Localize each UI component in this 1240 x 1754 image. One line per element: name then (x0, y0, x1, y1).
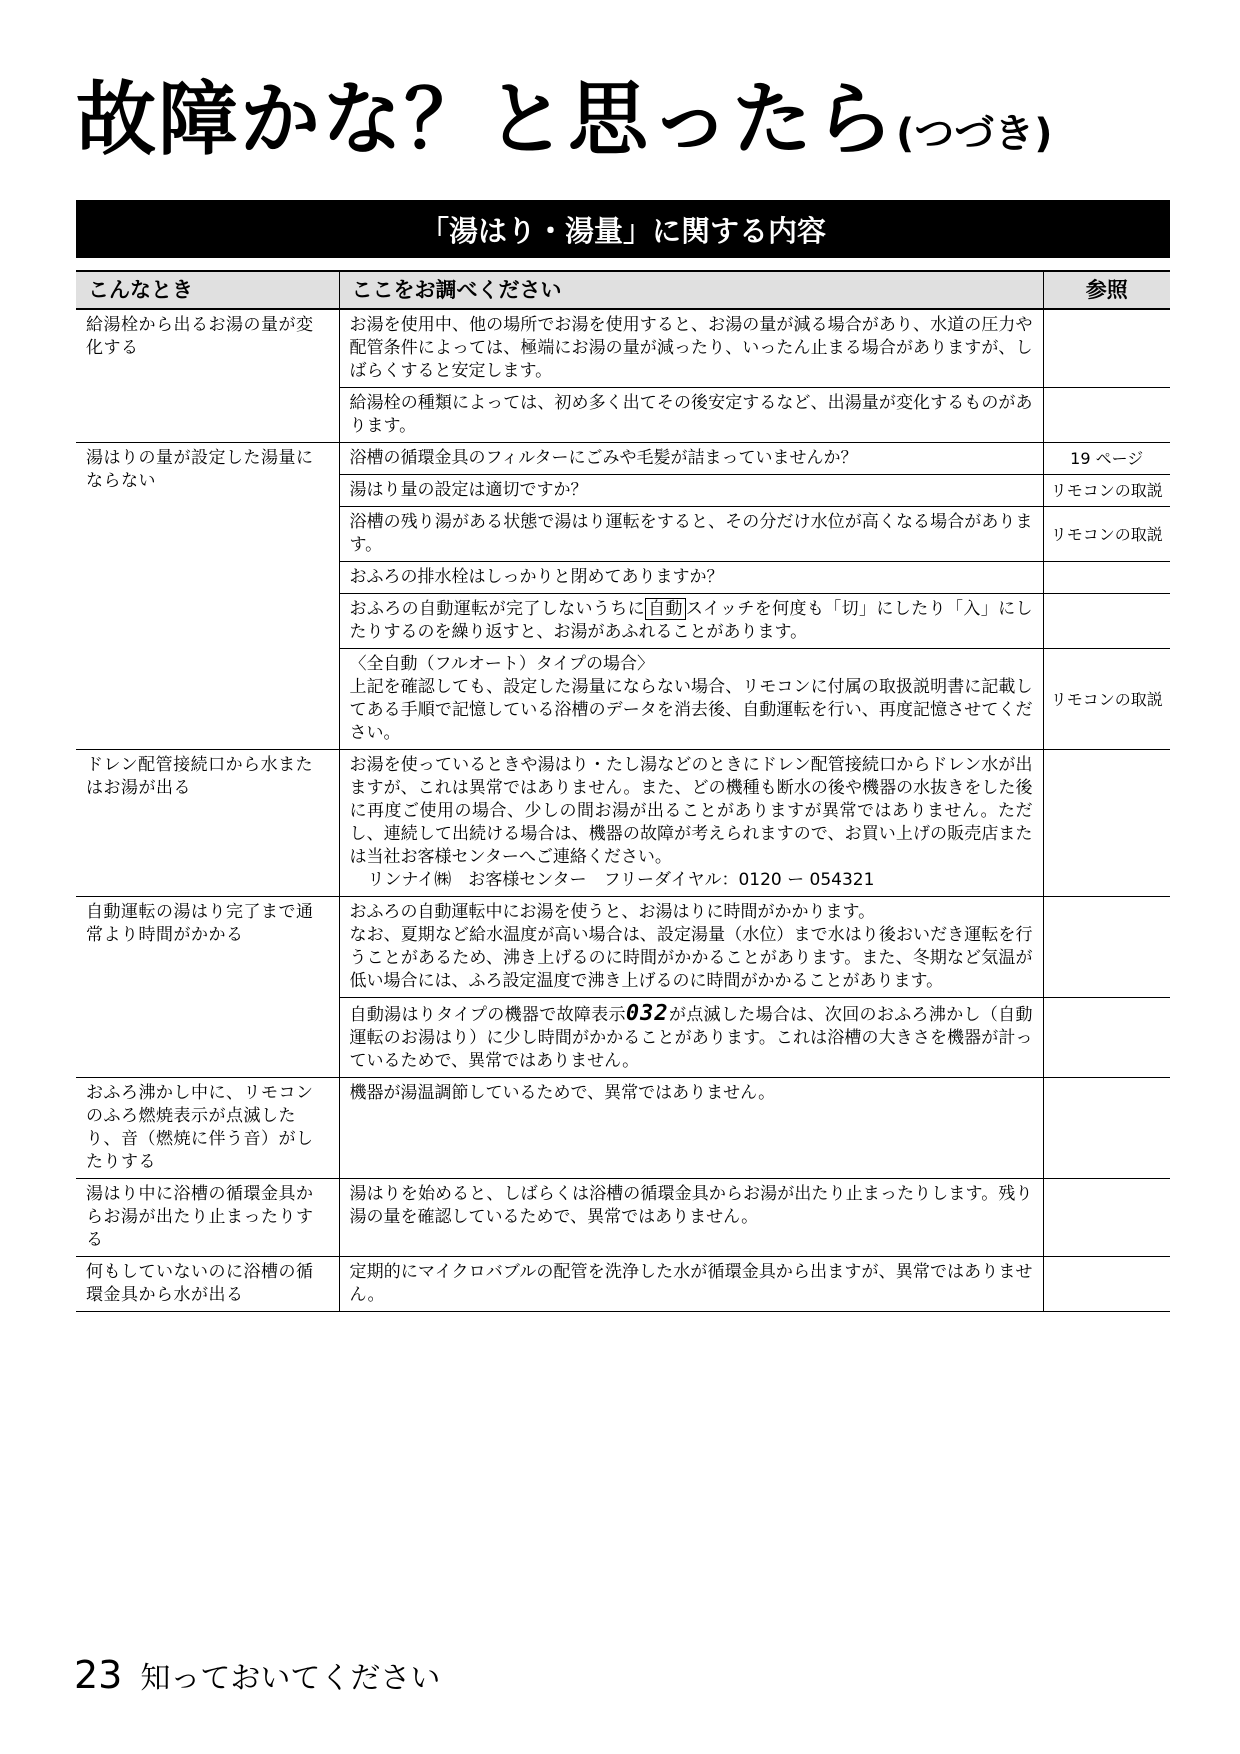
table-row (76, 309, 1170, 388)
case-cell: 給湯栓から出るお湯の量が変化する (76, 309, 339, 443)
page-title (76, 70, 1053, 184)
reference-cell (1043, 750, 1170, 897)
reference-cell (1043, 388, 1170, 443)
table-row (76, 443, 1170, 475)
check-text: お湯を使っているときや湯はり・たし湯などのときにドレン配管接続口からドレン水が出ますが、これは異常ではありません。また、どの機種も断水の後や機器の水抜きをした後に再度ご使用の場合、少しの間お湯が出ることがありますが異常ではありません。ただし、連続して出続ける場合は、機器の故障が考えられますので、お買い上げの販売店または当社お客様センターへご連絡ください。 (349, 755, 1033, 867)
case-cell: 湯はり中に浴槽の循環金具からお湯が出たり止まったりする (76, 1179, 339, 1257)
check-cell (339, 750, 1043, 897)
table-row (76, 1257, 1170, 1312)
reference-cell (1043, 309, 1170, 388)
check-cell (339, 649, 1043, 750)
check-text: が点滅した場合は、次回のおふろ沸かし（自動運転のお湯はり）に少し時間がかかることがあります。これは浴槽の大きさを機器が計っているためで、異常ではありません。 (349, 1005, 1033, 1071)
reference-cell (1043, 1078, 1170, 1179)
check-text: なお、夏期など給水温度が高い場合は、設定湯量（水位）まで水はり後おいだき運転を行うことがあるため、沸き上げるのに時間がかかることがあります。また、冬期など気温が低い場合には、ふろ設定温度で沸き上げるのに時間がかかることがあります。 (349, 925, 1033, 991)
footer-section-label: 知っておいてください (140, 1661, 441, 1696)
check-cell (339, 594, 1043, 649)
case-cell: 湯はりの量が設定した湯量にならない (76, 443, 339, 750)
auto-switch-label: 自動 (645, 598, 686, 620)
contact-info: リンナイ㈱ お客様センター フリーダイヤル：0120 ー 054321 (367, 870, 875, 890)
check-cell: 湯はりを始めると、しばらくは浴槽の循環金具からお湯が出たり止まったりします。残り湯の量を確認しているためで、異常ではありません。 (339, 1179, 1043, 1257)
table-row (76, 897, 1170, 998)
case-cell: おふろ沸かし中に、リモコンのふろ燃焼表示が点滅したり、音（燃焼に伴う音）がしたりする (76, 1078, 339, 1179)
table-row (76, 1078, 1170, 1179)
check-cell (339, 998, 1043, 1078)
case-cell: 何もしていないのに浴槽の循環金具から水が出る (76, 1257, 339, 1312)
check-text: 自動湯はりタイプの機器で故障表示 (349, 1005, 626, 1025)
reference-cell (1043, 1257, 1170, 1312)
troubleshooting-table (76, 270, 1170, 1312)
check-text: おふろの自動運転中にお湯を使うと、お湯はりに時間がかかります。 (349, 902, 876, 922)
header-reference: 参照 (1043, 271, 1170, 309)
header-case: こんなとき (76, 271, 339, 309)
table-row (76, 1179, 1170, 1257)
check-subtitle: 〈全自動（フルオート）タイプの場合〉 (349, 654, 654, 674)
reference-cell: リモコンの取説 (1043, 507, 1170, 562)
reference-cell (1043, 998, 1170, 1078)
reference-cell (1043, 1179, 1170, 1257)
check-cell: 定期的にマイクロバブルの配管を洗浄した水が循環金具から出ますが、異常ではありません。 (339, 1257, 1043, 1312)
check-text: おふろの自動運転が完了しないうちに (349, 599, 646, 619)
page-title-sub: (つづき) (896, 111, 1053, 157)
reference-cell: リモコンの取説 (1043, 475, 1170, 507)
reference-cell (1043, 594, 1170, 649)
check-cell: 浴槽の循環金具のフィルターにごみや毛髪が詰まっていませんか？ (339, 443, 1043, 475)
check-text: スイッチを何度も「切」にしたり「入」にしたりするのを繰り返すと、お湯があふれることがあります。 (349, 599, 1033, 642)
check-cell (339, 897, 1043, 998)
section-heading: 「湯はり・湯量」に関する内容 (76, 200, 1170, 258)
page-number: 23 (74, 1653, 123, 1697)
reference-cell: リモコンの取説 (1043, 649, 1170, 750)
check-cell: 浴槽の残り湯がある状態で湯はり運転をすると、その分だけ水位が高くなる場合があります。 (339, 507, 1043, 562)
reference-cell: 19 ページ (1043, 443, 1170, 475)
case-cell: 自動運転の湯はり完了まで通常より時間がかかる (76, 897, 339, 1078)
check-cell: 湯はり量の設定は適切ですか？ (339, 475, 1043, 507)
check-cell: 給湯栓の種類によっては、初め多く出てその後安定するなど、出湯量が変化するものがあります。 (339, 388, 1043, 443)
reference-cell (1043, 897, 1170, 998)
check-cell: お湯を使用中、他の場所でお湯を使用すると、お湯の量が減る場合があり、水道の圧力や配管条件によっては、極端にお湯の量が減ったり、いったん止まる場合がありますが、しばらくすると安定します。 (339, 309, 1043, 388)
check-text: 上記を確認しても、設定した湯量にならない場合、リモコンに付属の取扱説明書に記載してある手順で記憶している浴槽のデータを消去後、自動運転を行い、再度記憶させてください。 (349, 677, 1033, 743)
page-footer (74, 1655, 440, 1699)
table-row (76, 750, 1170, 897)
table-header-row (76, 271, 1170, 309)
reference-cell (1043, 562, 1170, 594)
header-check: ここをお調べください (339, 271, 1043, 309)
case-cell: ドレン配管接続口から水またはお湯が出る (76, 750, 339, 897)
page-title-main: 故障かな？と思ったら (76, 73, 896, 166)
check-cell: おふろの排水栓はしっかりと閉めてありますか？ (339, 562, 1043, 594)
check-cell: 機器が湯温調節しているためで、異常ではありません。 (339, 1078, 1043, 1179)
error-code-display: 032 (625, 1001, 669, 1026)
